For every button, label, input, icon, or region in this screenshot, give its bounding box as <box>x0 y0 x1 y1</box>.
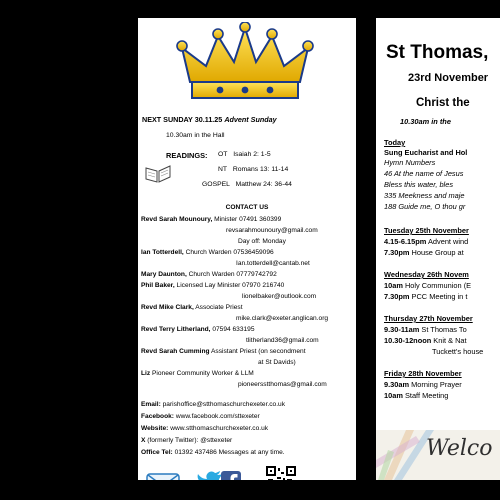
event-time: 7.30pm <box>384 248 410 257</box>
contact-detail: Assistant Priest (on secondment <box>209 348 306 355</box>
hymn-line: 46 At the name of Jesus <box>384 169 464 178</box>
event-desc: PCC Meeting in t <box>409 292 468 301</box>
contact-detail: Minister 07491 360399 <box>212 216 282 223</box>
contact-name: X <box>141 437 146 444</box>
reading-ot <box>218 151 271 158</box>
tuesday-heading: Tuesday 25th November <box>384 226 469 235</box>
contact-email-minister[interactable]: revsarahmounoury@gmail.com <box>226 227 318 234</box>
church-title: St Thomas, <box>386 42 489 63</box>
contact-associate <box>141 304 243 311</box>
contact-email-pioneer[interactable]: pioneersstthomas@gmail.com <box>238 381 327 388</box>
event-line: Tuckett's house <box>432 347 484 356</box>
bulletin-left-page <box>138 18 356 480</box>
readings-label: READINGS: <box>166 151 208 160</box>
reading-book: NT <box>218 166 227 173</box>
crown-icon <box>176 22 314 106</box>
contact-name: Email: <box>141 401 161 408</box>
contact-warden-2 <box>141 271 277 278</box>
event-line <box>384 248 464 257</box>
contact-name: Mary Daunton, <box>141 271 187 278</box>
contact-detail[interactable]: www.facebook.com/sttexeter <box>173 413 260 420</box>
event-desc: Knit & Nat <box>431 336 467 345</box>
event-time: 9.30am <box>384 380 410 389</box>
friday-heading: Friday 28th November <box>384 369 462 378</box>
contact-name: Revd Sarah Cumming <box>141 348 210 355</box>
hymn-line: 188 Guide me, O thou gr <box>384 202 466 211</box>
event-desc: Holy Communion (E <box>402 281 472 290</box>
event-time: 7.30pm <box>384 292 410 301</box>
contact-detail: Church Warden 07536459096 <box>183 249 274 256</box>
contact-name: Revd Sarah Mounoury, <box>141 216 213 223</box>
contact-name: Facebook: <box>141 413 174 420</box>
event-time: 10.30-12noon <box>384 336 432 345</box>
contact-detail: Pioneer Community Worker & LLM <box>150 370 254 377</box>
next-sunday-name: Advent Sunday <box>224 115 277 124</box>
contact-detail: Licensed Lay Minister 07970 216740 <box>174 282 285 289</box>
event-line <box>384 237 468 246</box>
mail-icon <box>146 472 180 480</box>
reading-book: OT <box>218 151 228 158</box>
reading-ref: Isaiah 2: 1-5 <box>233 151 271 158</box>
welcome-banner <box>376 430 500 480</box>
reading-ref: Romans 13: 11-14 <box>232 166 289 173</box>
welcome-text: Welco <box>426 436 493 461</box>
next-sunday-label: NEXT SUNDAY 30.11.25 <box>142 115 223 124</box>
contact-dayoff: Day off: Monday <box>238 238 286 245</box>
service-time: 10.30am in the <box>400 117 451 126</box>
contact-assistant <box>141 348 306 355</box>
reading-nt <box>218 166 288 173</box>
bulletin-right-page <box>376 18 500 480</box>
contact-detail: Associate Priest <box>193 304 243 311</box>
feast-name: Christ the <box>416 97 470 109</box>
service-date: 23rd November <box>408 72 489 84</box>
contact-warden-1 <box>141 249 274 256</box>
contact-minister <box>141 216 281 223</box>
event-desc: Staff Meeting <box>402 391 449 400</box>
contact-lay-minister <box>141 282 284 289</box>
event-desc: House Group at <box>409 248 464 257</box>
contact-office-tel <box>141 449 285 456</box>
contact-email-warden[interactable]: Ian.totterdell@cantab.net <box>236 260 310 267</box>
hymn-heading: Hymn Numbers <box>384 158 436 167</box>
event-line <box>384 292 467 301</box>
contact-secondment: at St Davids) <box>258 359 296 366</box>
contact-email-priest[interactable]: tlitherland36@gmail.com <box>246 337 319 344</box>
bible-icon <box>144 162 172 184</box>
event-time: 9.30-11am <box>384 325 420 334</box>
reading-ref: Matthew 24: 36-44 <box>235 181 292 188</box>
event-time: 10am <box>384 281 403 290</box>
contact-heading: CONTACT US <box>225 204 269 211</box>
next-sunday-time: 10.30am in the Hall <box>166 132 225 139</box>
hymn-line: Bless this water, bles <box>384 180 454 189</box>
contact-detail[interactable]: parishoffice@stthomaschurchexeter.co.uk <box>160 401 286 408</box>
contact-name: Phil Baker, <box>141 282 175 289</box>
wednesday-heading: Wednesday 26th Novem <box>384 270 469 279</box>
contact-email-associate[interactable]: mike.clark@exeter.anglican.org <box>236 315 329 322</box>
event-line <box>384 325 467 334</box>
contact-facebook <box>141 413 260 420</box>
contact-detail[interactable]: www.stthomaschurchexeter.co.uk <box>168 425 269 432</box>
facebook-icon <box>220 470 242 480</box>
contact-website <box>141 425 268 432</box>
event-time: 10am <box>384 391 403 400</box>
event-line <box>384 281 471 290</box>
qr-code-icon <box>266 466 296 480</box>
contact-priest <box>141 326 255 333</box>
contact-email-lay[interactable]: lionelbaker@outlook.com <box>242 293 317 300</box>
contact-detail: 07594 633195 <box>210 326 255 333</box>
contact-name: Liz <box>141 370 151 377</box>
event-desc: Advent wind <box>426 237 469 246</box>
contact-name: Ian Totterdell, <box>141 249 184 256</box>
service-line: Sung Eucharist and Hol <box>384 148 468 157</box>
event-time: 4.15-6.15pm <box>384 237 427 246</box>
event-desc: St Thomas To <box>419 325 467 334</box>
contact-detail: (formerly Twitter): @sttexeter <box>145 437 233 444</box>
contact-detail: 01392 437486 Messages at any time. <box>172 449 285 456</box>
event-line <box>384 391 448 400</box>
today-heading: Today <box>384 138 406 147</box>
contact-name: Website: <box>141 425 169 432</box>
contact-twitter <box>141 437 232 444</box>
contact-name: Office Tel: <box>141 449 173 456</box>
event-line <box>384 336 467 345</box>
contact-pioneer <box>141 370 254 377</box>
event-line <box>384 380 462 389</box>
contact-email <box>141 401 285 408</box>
contact-name: Revd Terry Litherland, <box>141 326 211 333</box>
reading-gospel <box>202 181 292 188</box>
hymn-line: 335 Meekness and maje <box>384 191 465 200</box>
thursday-heading: Thursday 27th November <box>384 314 473 323</box>
reading-book: GOSPEL <box>202 181 230 188</box>
event-desc: Morning Prayer <box>409 380 462 389</box>
contact-name: Revd Mike Clark, <box>141 304 194 311</box>
contact-detail: Church Warden 07779742792 <box>186 271 277 278</box>
next-sunday-heading <box>142 115 277 124</box>
